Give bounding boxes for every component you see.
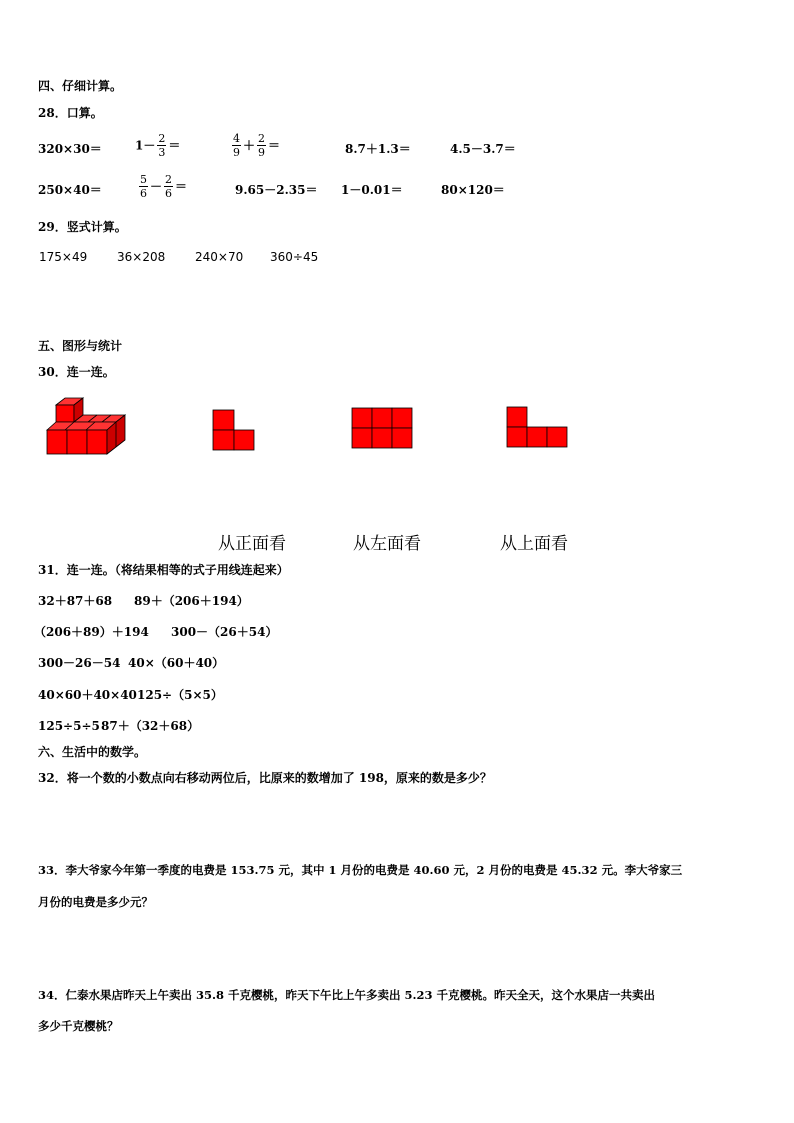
- cube-solid-figure: [44, 396, 126, 458]
- q29-item: 360÷45: [270, 250, 319, 264]
- q31-left-expr: 125÷5÷5: [38, 719, 100, 733]
- q28-r1-b: [135, 132, 180, 159]
- denominator: 9: [258, 146, 266, 159]
- denominator: 6: [140, 187, 147, 200]
- q31-right-expr: 125÷（5×5）: [137, 688, 223, 702]
- equals-sign: ＝: [175, 179, 188, 194]
- denominator: 6: [165, 187, 173, 200]
- q28-r2-c: 9.65－2.35＝: [235, 183, 318, 197]
- numerator: 2: [258, 132, 266, 145]
- q31-label: 31．连一连。（将结果相等的式子用线连起来）: [38, 563, 289, 577]
- view-figure-long-l: [506, 406, 568, 449]
- section-6-title: 六、生活中的数学。: [38, 745, 147, 759]
- plus-sign: ＋: [243, 138, 256, 153]
- q28-r2-d: 1－0.01＝: [341, 183, 403, 197]
- q31-left-expr: 40×60＋40×40: [38, 688, 137, 702]
- fraction: [164, 173, 173, 200]
- q28-r2-b: [137, 173, 187, 200]
- q31-right-expr: 300－（26＋54）: [171, 625, 278, 639]
- q28-r1-d: 8.7＋1.3＝: [345, 142, 411, 156]
- denominator: 9: [233, 146, 240, 159]
- numerator: 4: [233, 132, 240, 145]
- view-label-top: 从上面看: [500, 534, 568, 554]
- fraction: [157, 132, 166, 159]
- denominator: 3: [158, 146, 166, 159]
- q28-r1-a: 320×30＝: [38, 142, 102, 156]
- minus-sign: －: [150, 179, 163, 194]
- q28-r2-a: 250×40＝: [38, 183, 102, 197]
- q34-line-2: 多少千克樱桃？: [38, 1019, 119, 1033]
- fraction: [232, 132, 241, 159]
- q30-label: 30．连一连。: [38, 365, 115, 379]
- q28-r2-e: 80×120＝: [441, 183, 505, 197]
- q29-item: 240×70: [195, 250, 244, 264]
- equals-sign: ＝: [268, 138, 281, 153]
- q29-label: 29．竖式计算。: [38, 220, 127, 234]
- q28-r1-c: [230, 132, 280, 159]
- q33-line-2: 月份的电费是多少元？: [38, 895, 153, 909]
- q28-label: 28．口算。: [38, 106, 103, 120]
- q28-r1-b-post: ＝: [168, 138, 181, 153]
- q34-line-1: 34．仁泰水果店昨天上午卖出 35.8 千克樱桃，昨天下午比上午多卖出 5.23 千克樱桃。昨天全天，这个水果店一共卖出: [38, 988, 656, 1002]
- q31-left-expr: （206＋89）＋194: [34, 625, 149, 639]
- fraction: [139, 173, 148, 200]
- section-4-title: 四、仔细计算。: [38, 79, 123, 93]
- q29-item: 36×208: [117, 250, 166, 264]
- view-figure-l-shape: [212, 409, 256, 451]
- q31-left-expr: 300－26－54: [38, 656, 121, 670]
- view-figure-rectangle: [351, 407, 414, 450]
- numerator: 2: [158, 132, 166, 145]
- q33-line-1: 33．李大爷家今年第一季度的电费是 153.75 元，其中 1 月份的电费是 40.60 元，2 月份的电费是 45.32 元。李大爷家三: [38, 863, 683, 877]
- q28-r1-e: 4.5－3.7＝: [450, 142, 516, 156]
- q31-right-expr: 89＋（206＋194）: [134, 594, 249, 608]
- section-5-title: 五、图形与统计: [38, 339, 123, 353]
- q29-item: 175×49: [39, 250, 88, 264]
- q32-text: 32．将一个数的小数点向右移动两位后，比原来的数增加了 198，原来的数是多少？: [38, 771, 492, 785]
- numerator: 5: [140, 173, 147, 186]
- view-label-front: 从正面看: [218, 534, 286, 554]
- q31-right-expr: 40×（60＋40）: [128, 656, 225, 670]
- q31-right-expr: 87＋（32＋68）: [101, 719, 200, 733]
- q31-left-expr: 32＋87＋68: [38, 594, 113, 608]
- fraction: [257, 132, 266, 159]
- numerator: 2: [165, 173, 173, 186]
- q28-r1-b-pre: 1－: [135, 138, 156, 153]
- view-label-left: 从左面看: [353, 534, 421, 554]
